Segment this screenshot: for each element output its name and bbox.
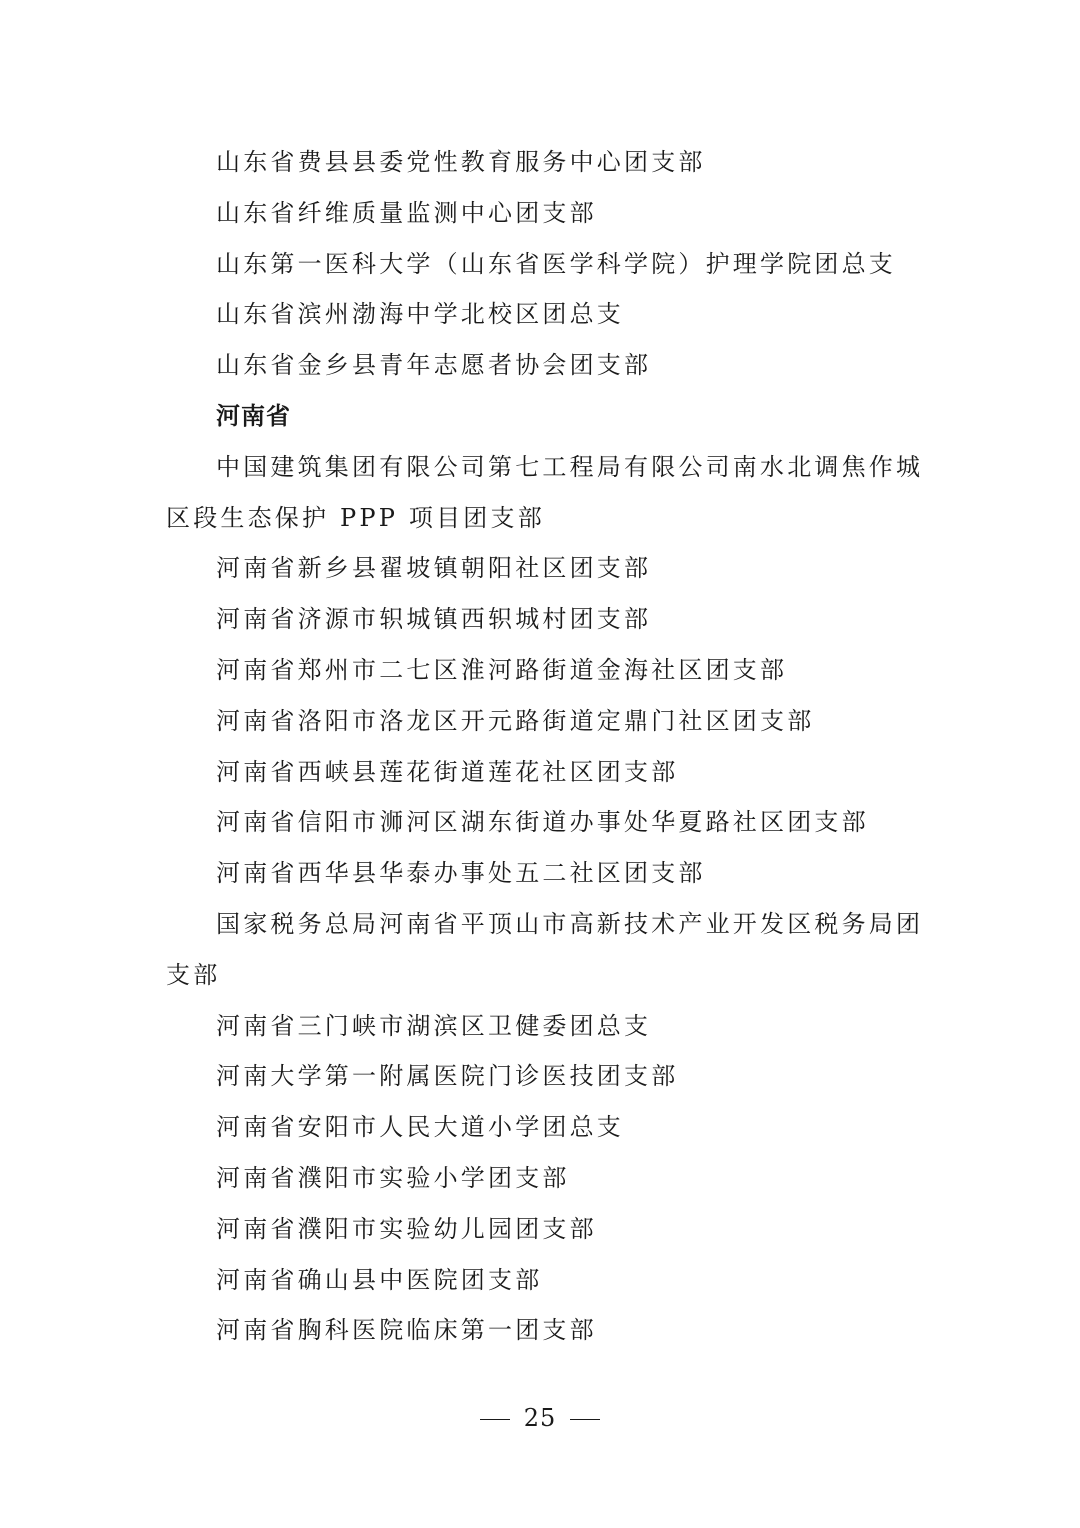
list-item: 河南省确山县中医院团支部 — [216, 1265, 543, 1294]
list-item: 中国建筑集团有限公司第七工程局有限公司南水北调焦作城 — [216, 452, 924, 481]
list-item: 河南省三门峡市湖滨区卫健委团总支 — [216, 1011, 652, 1040]
list-item: 河南大学第一附属医院门诊医技团支部 — [216, 1062, 679, 1091]
list-item: 山东省费县县委党性教育服务中心团支部 — [216, 148, 706, 176]
page-number: 25 — [523, 1404, 557, 1432]
list-item: 河南省信阳市浉河区湖东街道办事处华夏路社区团支部 — [216, 808, 869, 837]
section-heading-henan: 河南省 — [216, 401, 291, 430]
list-item: 山东省滨州渤海中学北校区团总支 — [216, 300, 624, 329]
list-item: 河南省西华县华泰办事处五二社区团支部 — [216, 859, 706, 888]
list-item: 河南省西峡县莲花街道莲花社区团支部 — [216, 757, 679, 786]
list-item: 河南省郑州市二七区淮河路街道金海社区团支部 — [216, 655, 788, 684]
list-item-continuation: 区段生态保护 PPP 项目团支部 — [166, 503, 545, 532]
list-item: 河南省济源市轵城镇西轵城村团支部 — [216, 605, 652, 634]
list-item: 河南省新乡县翟坡镇朝阳社区团支部 — [216, 554, 652, 583]
list-item: 山东省金乡县青年志愿者协会团支部 — [216, 351, 652, 380]
list-item: 河南省安阳市人民大道小学团总支 — [216, 1113, 624, 1142]
list-item: 河南省胸科医院临床第一团支部 — [216, 1316, 597, 1345]
list-item-continuation: 支部 — [166, 960, 221, 989]
page-footer — [0, 1402, 1080, 1434]
right-dash — [570, 1419, 600, 1420]
list-item: 河南省洛阳市洛龙区开元路街道定鼎门社区团支部 — [216, 706, 815, 735]
organization-list — [166, 137, 924, 1356]
left-dash — [480, 1419, 510, 1420]
list-item: 河南省濮阳市实验幼儿园团支部 — [216, 1214, 597, 1243]
list-item: 山东第一医科大学（山东省医学科学院）护理学院团总支 — [216, 249, 896, 278]
list-item: 国家税务总局河南省平顶山市高新技术产业开发区税务局团 — [216, 909, 924, 938]
list-item: 山东省纤维质量监测中心团支部 — [216, 198, 597, 227]
list-item: 河南省濮阳市实验小学团支部 — [216, 1163, 570, 1192]
